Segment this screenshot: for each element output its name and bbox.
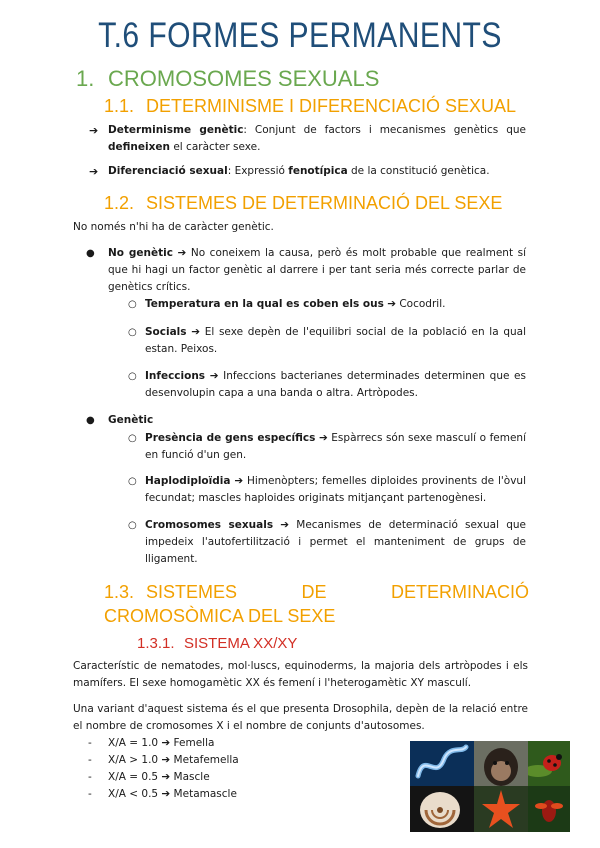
text: ➔ Espàrrecs són sexe masculí o femení en funció d'un gen. bbox=[145, 432, 527, 461]
list-item-no-genetic bbox=[86, 245, 526, 296]
starfish-photo bbox=[474, 786, 528, 832]
sub-item-infeccions bbox=[128, 368, 526, 402]
list-item bbox=[88, 769, 408, 786]
term: Socials bbox=[145, 326, 187, 338]
term: Determinisme genètic bbox=[108, 124, 244, 136]
dash-bullet-icon: - bbox=[88, 754, 92, 766]
subsection-number: 1.2. bbox=[104, 193, 135, 213]
list-item bbox=[88, 786, 408, 803]
circle-bullet-icon: ○ bbox=[128, 299, 137, 310]
text: ➔ No coneixem la causa, però és molt probable que realment sí que hi hagi un factor genètic al darrere i per tant seria més correcte parlar de genètics crítics. bbox=[108, 247, 526, 293]
term: Temperatura en la qual es coben els ous bbox=[145, 298, 384, 310]
circle-bullet-icon: ○ bbox=[128, 433, 137, 444]
arrow-bullet-icon: ➔ bbox=[89, 165, 99, 178]
term: No genètic bbox=[108, 247, 173, 259]
dash-bullet-icon: - bbox=[88, 771, 92, 783]
ratio-text: X/A = 1.0 ➔ Femella bbox=[108, 737, 215, 749]
text: el caràcter sexe. bbox=[170, 141, 261, 153]
animal-photo-collage bbox=[410, 741, 570, 832]
text: ➔ El sexe depèn de l'equilibri social de la població en la qual estan. Peixos. bbox=[145, 326, 526, 355]
ratio-list bbox=[88, 735, 408, 803]
subsection-number: 1.1. bbox=[104, 96, 135, 116]
intro-paragraph: No només n'hi ha de caràcter genètic. bbox=[73, 221, 274, 233]
page-title: T.6 FORMES PERMANENTS bbox=[98, 16, 502, 55]
nautilus-shell-photo bbox=[410, 786, 474, 832]
text: : Expressió bbox=[227, 165, 289, 177]
circle-bullet-icon: ○ bbox=[128, 327, 137, 338]
term: Presència de gens específics bbox=[145, 432, 316, 444]
bullet-icon: ● bbox=[86, 248, 95, 259]
term: Infeccions bbox=[145, 370, 206, 382]
term: Haplodiploïdia bbox=[145, 475, 231, 487]
ratio-text: X/A > 1.0 ➔ Metafemella bbox=[108, 754, 239, 766]
definition-diferenciacio bbox=[89, 163, 526, 180]
text: ➔ Infeccions bacterianes determinades determinen que es desenvolupin capa a una banda o altra. Artròpodes. bbox=[145, 370, 526, 399]
dash-bullet-icon: - bbox=[88, 737, 92, 749]
ratio-text: X/A = 0.5 ➔ Mascle bbox=[108, 771, 210, 783]
fly-photo bbox=[528, 786, 570, 832]
sub-item-temperatura bbox=[128, 296, 526, 313]
arrow-bullet-icon: ➔ bbox=[89, 124, 99, 137]
section-label: CROMOSOMES SEXUALS bbox=[108, 66, 380, 91]
sub-item-haplodiploidia bbox=[128, 473, 526, 507]
list-item bbox=[88, 735, 408, 752]
circle-bullet-icon: ○ bbox=[128, 476, 137, 487]
term: defineixen bbox=[108, 141, 170, 153]
bullet-icon: ● bbox=[86, 415, 95, 426]
sub-item-cromosomes-sexuals bbox=[128, 517, 526, 568]
circle-bullet-icon: ○ bbox=[128, 371, 137, 382]
term: Cromosomes sexuals bbox=[145, 519, 274, 531]
ladybug-photo bbox=[528, 741, 570, 786]
term: fenotípica bbox=[288, 165, 348, 177]
chimpanzee-photo bbox=[474, 741, 528, 786]
subsection-label: SISTEMES DE DETERMINACIÓ CROMOSÒMICA DEL SEXE bbox=[104, 582, 529, 626]
section-number: 1. bbox=[76, 66, 95, 91]
subsection-number: 1.3. bbox=[104, 582, 135, 602]
nematode-photo bbox=[410, 741, 474, 786]
subsection-heading-1-3 bbox=[104, 580, 529, 628]
term: Genètic bbox=[108, 414, 154, 426]
circle-bullet-icon: ○ bbox=[128, 520, 137, 531]
text: ➔ Mecanismes de determinació sexual que impedeix l'autofertilització i permet el manteniment de grups de lligament. bbox=[145, 519, 526, 565]
list-item-genetic bbox=[86, 412, 526, 429]
subsection-label: SISTEMES DE DETERMINACIÓ DEL SEXE bbox=[146, 193, 503, 213]
paragraph-drosophila: Una variant d'aquest sistema és el que presenta Drosophila, depèn de la relació entre el nombre de cromosomes X i el nombre de conjunts d'autosomes. bbox=[73, 703, 528, 732]
dash-bullet-icon: - bbox=[88, 788, 92, 800]
text: : Conjunt de factors i mecanismes genètics que bbox=[243, 124, 526, 136]
list-item bbox=[88, 752, 408, 769]
subsubsection-heading-1-3-1 bbox=[137, 635, 297, 652]
paragraph-xx-xy: Característic de nematodes, mol·luscs, equinoderms, la majoria dels artròpodes i els mamífers. El sexe homogamètic XX és femení i l'heterogamètic XY masculí. bbox=[73, 660, 528, 689]
section-heading-1 bbox=[76, 66, 379, 92]
sub-item-socials bbox=[128, 324, 526, 358]
text: ➔ Himenòpters; femelles diploides provinents de l'òvul fecundat; mascles haploides originats mitjançant partenogènesi. bbox=[145, 475, 526, 504]
subsection-label: DETERMINISME I DIFERENCIACIÓ SEXUAL bbox=[146, 96, 517, 116]
subsection-heading-1-2 bbox=[104, 193, 502, 214]
text: de la constitució genètica. bbox=[347, 165, 490, 177]
subsubsection-label: SISTEMA XX/XY bbox=[184, 635, 298, 652]
subsection-heading-1-1 bbox=[104, 96, 516, 117]
sub-item-gens-especifics bbox=[128, 430, 527, 464]
ratio-text: X/A < 0.5 ➔ Metamascle bbox=[108, 788, 237, 800]
term: Diferenciació sexual bbox=[108, 165, 228, 177]
text: ➔ Cocodril. bbox=[383, 298, 446, 310]
definition-determinisme bbox=[89, 122, 526, 156]
subsubsection-number: 1.3.1. bbox=[137, 635, 175, 652]
